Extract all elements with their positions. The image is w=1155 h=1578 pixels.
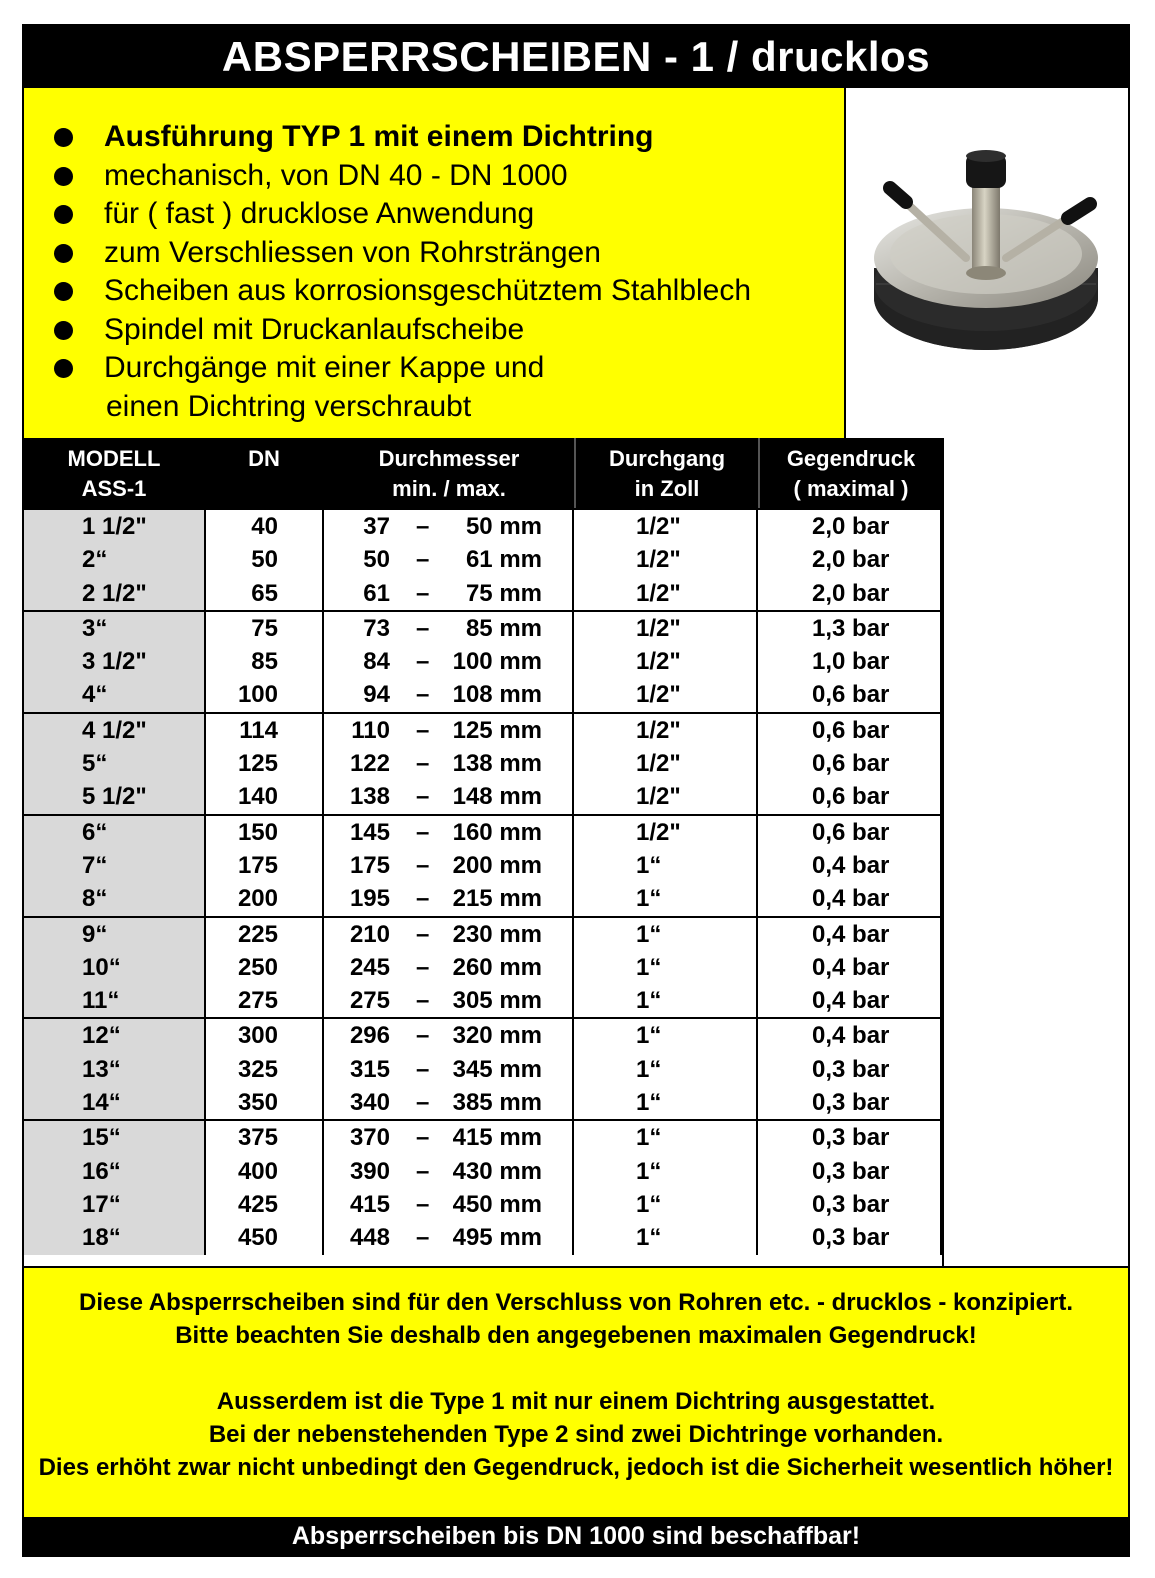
table-row <box>24 918 942 951</box>
bullet-icon <box>54 359 73 378</box>
note-line: Diese Absperrscheiben sind für den Verschluss von Rohren etc. - drucklos - konzipiert. <box>78 1289 1074 1316</box>
range-dash: – <box>416 1022 430 1050</box>
cell-diameter-max: 495 mm <box>452 1224 542 1252</box>
cell-dn: 40 <box>251 513 278 540</box>
header-pressure: Gegendruck ( maximal ) <box>786 446 916 501</box>
cell-diameter-min: 340 <box>349 1089 390 1117</box>
cell-passage: 1/2" <box>636 681 681 709</box>
cell-pressure: 0,6 bar <box>812 681 890 709</box>
cell-diameter-min: 73 <box>363 614 390 642</box>
footer-banner: Absperrscheiben bis DN 1000 sind beschaffbar! <box>24 1517 1128 1555</box>
cell-diameter-min: 275 <box>349 987 390 1015</box>
note-line: Bitte beachten Sie deshalb den angegebenen maximalen Gegendruck! <box>175 1322 977 1349</box>
cell-diameter-max: 108 mm <box>452 681 542 709</box>
range-dash: – <box>416 987 430 1015</box>
range-dash: – <box>416 681 430 709</box>
table-row <box>24 612 942 645</box>
cell-diameter-max: 450 mm <box>452 1190 542 1218</box>
cell-passage: 1/2" <box>636 783 681 811</box>
cell-dn: 350 <box>237 1089 278 1117</box>
cell-passage: 1/2" <box>636 579 681 607</box>
cell-diameter-min: 245 <box>349 953 390 981</box>
range-dash: – <box>416 546 430 574</box>
table-group <box>24 916 942 1018</box>
cell-model: 4 1/2" <box>82 716 147 744</box>
bullet-icon <box>54 128 73 147</box>
cell-dn: 100 <box>237 681 278 709</box>
range-dash: – <box>416 818 430 846</box>
cell-diameter-min: 175 <box>349 851 390 879</box>
range-dash: – <box>416 1224 430 1252</box>
table-row <box>24 645 942 678</box>
cell-dn: 375 <box>237 1124 278 1152</box>
cell-model: 18“ <box>82 1224 121 1252</box>
feature-item-continuation: einen Dichtring verschraubt <box>106 389 472 423</box>
table-row <box>24 1086 942 1119</box>
header-dn: DN <box>248 446 280 471</box>
table-row <box>24 882 942 915</box>
cell-passage: 1“ <box>636 987 662 1015</box>
cell-diameter-max: 50 mm <box>465 513 542 540</box>
cell-pressure: 1,0 bar <box>812 648 890 676</box>
table-row <box>24 577 942 610</box>
feature-item: zum Verschliessen von Rohrsträngen <box>50 234 751 273</box>
cell-pressure: 2,0 bar <box>812 513 890 540</box>
cell-model: 3“ <box>82 614 108 642</box>
bullet-icon <box>54 205 73 224</box>
cell-pressure: 0,4 bar <box>812 1022 890 1050</box>
cell-passage: 1/2" <box>636 750 681 778</box>
cell-model: 13“ <box>82 1055 121 1083</box>
cell-dn: 175 <box>237 851 278 879</box>
range-dash: – <box>416 716 430 744</box>
cell-passage: 1/2" <box>636 716 681 744</box>
cell-pressure: 0,4 bar <box>812 851 890 879</box>
cell-passage: 1/2" <box>636 818 681 846</box>
notes-panel <box>24 1266 1128 1518</box>
cell-passage: 1“ <box>636 851 662 879</box>
cell-passage: 1“ <box>636 885 662 913</box>
bullet-icon <box>54 244 73 263</box>
range-dash: – <box>416 750 430 778</box>
range-dash: – <box>416 885 430 913</box>
cell-model: 9“ <box>82 920 108 948</box>
cell-passage: 1/2" <box>636 546 681 574</box>
product-photo <box>846 88 1128 438</box>
cell-model: 2“ <box>82 546 108 574</box>
cell-diameter-min: 145 <box>349 818 390 846</box>
cell-dn: 140 <box>237 783 278 811</box>
cell-diameter-max: 85 mm <box>465 614 542 642</box>
cell-diameter-min: 296 <box>349 1022 390 1050</box>
cell-diameter-max: 230 mm <box>452 920 542 948</box>
cell-diameter-min: 37 <box>363 513 390 540</box>
cell-diameter-max: 75 mm <box>465 579 542 607</box>
table-group <box>24 508 942 610</box>
table-row <box>24 1053 942 1086</box>
cell-passage: 1“ <box>636 1224 662 1252</box>
size-table <box>24 508 942 1255</box>
cell-diameter-min: 50 <box>363 546 390 574</box>
cell-diameter-min: 195 <box>349 885 390 913</box>
table-row <box>24 1121 942 1154</box>
cell-diameter-max: 215 mm <box>452 885 542 913</box>
range-dash: – <box>416 1190 430 1218</box>
cell-dn: 425 <box>237 1190 278 1218</box>
table-row <box>24 510 942 543</box>
feature-item: Durchgänge mit einer Kappe und <box>50 349 751 388</box>
range-dash: – <box>416 579 430 607</box>
cell-diameter-min: 61 <box>363 579 390 607</box>
cell-diameter-min: 390 <box>349 1157 390 1185</box>
table-header <box>24 438 942 508</box>
cell-model: 3 1/2" <box>82 648 147 676</box>
cell-pressure: 0,4 bar <box>812 953 890 981</box>
cell-model: 1 1/2" <box>82 513 147 540</box>
cell-passage: 1/2" <box>636 614 681 642</box>
cell-diameter-max: 345 mm <box>452 1055 542 1083</box>
cell-model: 17“ <box>82 1190 121 1218</box>
cell-passage: 1“ <box>636 1022 662 1050</box>
pipe-stopper-image <box>846 88 1128 438</box>
cell-pressure: 0,3 bar <box>812 1089 890 1117</box>
cell-dn: 225 <box>237 920 278 948</box>
cell-diameter-max: 100 mm <box>452 648 542 676</box>
cell-model: 10“ <box>82 953 121 981</box>
table-row <box>24 1019 942 1052</box>
cell-model: 12“ <box>82 1022 121 1050</box>
table-row <box>24 678 942 711</box>
cell-pressure: 0,4 bar <box>812 885 890 913</box>
cell-passage: 1“ <box>636 1089 662 1117</box>
page-title: ABSPERRSCHEIBEN - 1 / drucklos <box>24 26 1128 88</box>
range-dash: – <box>416 648 430 676</box>
range-dash: – <box>416 614 430 642</box>
cell-dn: 50 <box>251 546 278 574</box>
cell-diameter-max: 160 mm <box>452 818 542 846</box>
cell-diameter-max: 138 mm <box>452 750 542 778</box>
range-dash: – <box>416 1055 430 1083</box>
table-row <box>24 816 942 849</box>
feature-item: Scheiben aus korrosionsgeschütztem Stahlblech <box>50 272 751 311</box>
cell-pressure: 0,6 bar <box>812 783 890 811</box>
cell-diameter-max: 385 mm <box>452 1089 542 1117</box>
cell-diameter-min: 138 <box>349 783 390 811</box>
cell-diameter-min: 370 <box>349 1124 390 1152</box>
cell-pressure: 0,3 bar <box>812 1124 890 1152</box>
cell-model: 7“ <box>82 851 108 879</box>
cell-diameter-max: 148 mm <box>452 783 542 811</box>
cell-diameter-max: 305 mm <box>452 987 542 1015</box>
cell-pressure: 0,3 bar <box>812 1190 890 1218</box>
cell-model: 5 1/2" <box>82 783 147 811</box>
cell-dn: 325 <box>237 1055 278 1083</box>
cell-passage: 1“ <box>636 1190 662 1218</box>
cell-dn: 275 <box>237 987 278 1015</box>
table-group <box>24 610 942 712</box>
header-diameter: Durchmesser min. / max. <box>378 446 520 501</box>
cell-model: 4“ <box>82 681 108 709</box>
cell-diameter-min: 210 <box>349 920 390 948</box>
cell-pressure: 0,3 bar <box>812 1157 890 1185</box>
table-row <box>24 543 942 576</box>
range-dash: – <box>416 1124 430 1152</box>
note-line <box>24 1352 1128 1385</box>
cell-dn: 400 <box>237 1157 278 1185</box>
bullet-icon <box>54 167 73 186</box>
cell-dn: 75 <box>251 614 278 642</box>
cell-diameter-min: 84 <box>363 648 390 676</box>
cell-pressure: 0,6 bar <box>812 750 890 778</box>
bullet-icon <box>54 282 73 301</box>
cell-model: 15“ <box>82 1124 121 1152</box>
cell-passage: 1“ <box>636 1124 662 1152</box>
cell-pressure: 2,0 bar <box>812 546 890 574</box>
table-row <box>24 747 942 780</box>
cell-diameter-max: 125 mm <box>452 716 542 744</box>
table-group <box>24 712 942 814</box>
cell-model: 14“ <box>82 1089 121 1117</box>
note-line: Dies erhöht zwar nicht unbedingt den Gegendruck, jedoch ist die Sicherheit wesentlich höher! <box>38 1454 1114 1481</box>
cell-diameter-min: 122 <box>349 750 390 778</box>
datasheet <box>22 24 1130 1557</box>
cell-diameter-max: 430 mm <box>452 1157 542 1185</box>
header-model: MODELL ASS-1 <box>67 446 161 501</box>
feature-list <box>50 118 751 426</box>
table-row <box>24 951 942 984</box>
cell-passage: 1/2" <box>636 513 681 540</box>
cell-diameter-max: 61 mm <box>465 546 542 574</box>
cell-model: 5“ <box>82 750 108 778</box>
cell-pressure: 0,4 bar <box>812 920 890 948</box>
cell-diameter-max: 200 mm <box>452 851 542 879</box>
cell-dn: 450 <box>237 1224 278 1252</box>
table-group <box>24 1119 942 1254</box>
cell-model: 6“ <box>82 818 108 846</box>
note-line: Bei der nebenstehenden Type 2 sind zwei Dichtringe vorhanden. <box>208 1421 944 1448</box>
cell-dn: 200 <box>237 885 278 913</box>
blank-area <box>942 438 1128 1266</box>
table-row <box>24 849 942 882</box>
table-row <box>24 1221 942 1254</box>
cell-diameter-max: 260 mm <box>452 953 542 981</box>
range-dash: – <box>416 920 430 948</box>
bullet-icon <box>54 321 73 340</box>
header-passage: Durchgang in Zoll <box>608 446 726 501</box>
feature-item: Spindel mit Druckanlaufscheibe <box>50 311 751 350</box>
cell-pressure: 0,3 bar <box>812 1224 890 1252</box>
cell-dn: 85 <box>251 648 278 676</box>
cell-passage: 1“ <box>636 1055 662 1083</box>
cell-diameter-min: 110 <box>351 716 390 744</box>
cell-passage: 1“ <box>636 953 662 981</box>
cell-diameter-min: 448 <box>349 1224 390 1252</box>
table-row <box>24 1188 942 1221</box>
cell-dn: 250 <box>237 953 278 981</box>
range-dash: – <box>416 953 430 981</box>
cell-model: 11“ <box>82 987 120 1015</box>
cell-dn: 114 <box>239 716 278 744</box>
cell-model: 8“ <box>82 885 108 913</box>
cell-dn: 300 <box>237 1022 278 1050</box>
cell-model: 16“ <box>82 1157 121 1185</box>
cell-pressure: 0,6 bar <box>812 716 890 744</box>
table-row <box>24 984 942 1017</box>
feature-item: für ( fast ) drucklose Anwendung <box>50 195 751 234</box>
cell-passage: 1/2" <box>636 648 681 676</box>
cell-diameter-min: 94 <box>363 681 390 709</box>
table-row <box>24 1155 942 1188</box>
cell-pressure: 2,0 bar <box>812 579 890 607</box>
table-group <box>24 814 942 916</box>
cell-pressure: 0,4 bar <box>812 987 890 1015</box>
cell-pressure: 0,6 bar <box>812 818 890 846</box>
table-row <box>24 780 942 813</box>
cell-dn: 125 <box>237 750 278 778</box>
range-dash: – <box>416 513 430 540</box>
range-dash: – <box>416 783 430 811</box>
cell-pressure: 0,3 bar <box>812 1055 890 1083</box>
cell-diameter-min: 415 <box>349 1190 390 1218</box>
cell-dn: 150 <box>237 818 278 846</box>
range-dash: – <box>416 1089 430 1117</box>
cell-dn: 65 <box>251 579 278 607</box>
range-dash: – <box>416 1157 430 1185</box>
cell-diameter-min: 315 <box>349 1055 390 1083</box>
feature-panel <box>24 88 846 438</box>
feature-item: Ausführung TYP 1 mit einem Dichtring <box>50 118 751 157</box>
cell-passage: 1“ <box>636 1157 662 1185</box>
cell-diameter-max: 320 mm <box>452 1022 542 1050</box>
table-group <box>24 1017 942 1119</box>
table-row <box>24 714 942 747</box>
cell-pressure: 1,3 bar <box>812 614 890 642</box>
feature-item: mechanisch, von DN 40 - DN 1000 <box>50 157 751 196</box>
range-dash: – <box>416 851 430 879</box>
cell-model: 2 1/2" <box>82 579 147 607</box>
cell-diameter-max: 415 mm <box>452 1124 542 1152</box>
cell-passage: 1“ <box>636 920 662 948</box>
note-line: Ausserdem ist die Type 1 mit nur einem Dichtring ausgestattet. <box>216 1388 936 1415</box>
